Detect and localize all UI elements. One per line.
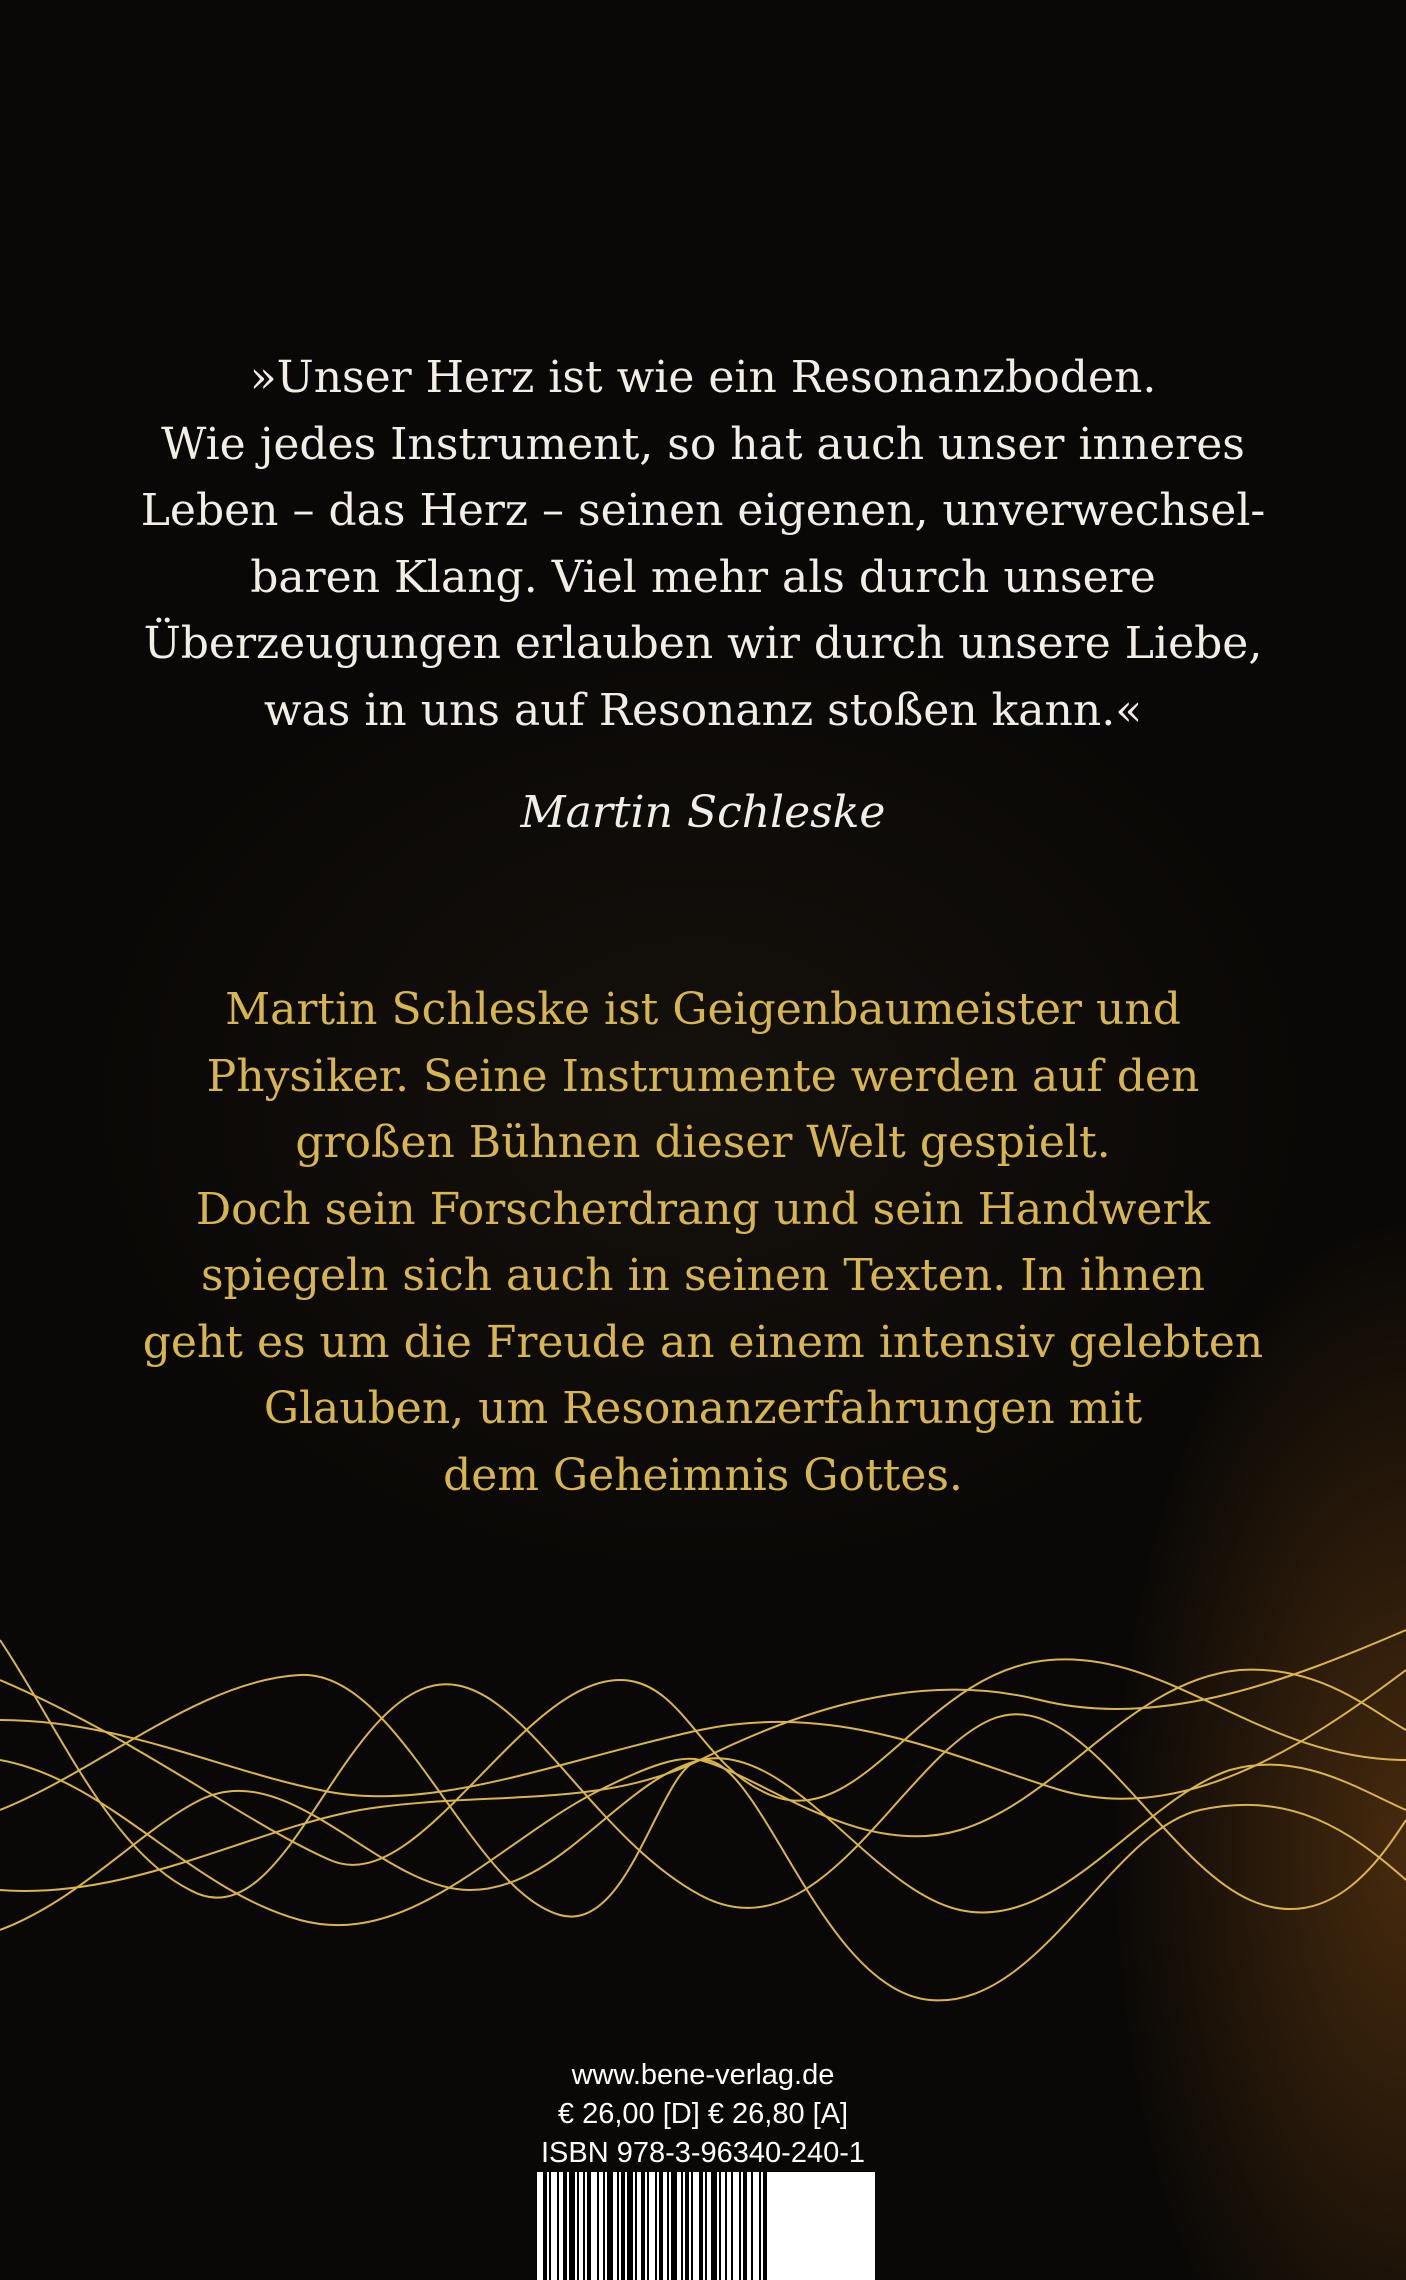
barcode-bar — [557, 2172, 559, 2280]
barcode-bar — [647, 2172, 649, 2280]
barcode-bar — [655, 2172, 657, 2280]
quote-line: Überzeugungen erlauben wir durch unsere Liebe, — [143, 618, 1263, 669]
quote-line: Wie jedes Instrument, so hat auch unser inneres — [161, 418, 1245, 470]
barcode-bar — [607, 2172, 613, 2280]
barcode-bar — [577, 2172, 579, 2280]
wave-line — [0, 1670, 1406, 1925]
bio-line: Doch sein Forscherdrang und sein Handwerk — [195, 1183, 1211, 1235]
barcode-bar — [711, 2172, 717, 2280]
barcode-bar — [635, 2172, 637, 2280]
barcode-bar — [667, 2172, 669, 2280]
publisher-website: www.bene-verlag.de — [571, 2059, 835, 2091]
bio-line: spiegeln sich auch in seinen Texten. In ihnen — [200, 1250, 1206, 1301]
barcode-bar — [641, 2172, 645, 2280]
barcode-bar — [759, 2172, 761, 2280]
barcode-bar — [583, 2172, 585, 2280]
resonance-wave-lines — [0, 1560, 1406, 2080]
quote-line: »Unser Herz ist wie ein Resonanzboden. — [249, 352, 1157, 403]
barcode-bar — [549, 2172, 551, 2280]
barcode-bar — [659, 2172, 663, 2280]
barcode-bar — [543, 2172, 547, 2280]
wave-line — [0, 1659, 1406, 1865]
author-bio — [140, 977, 1266, 1509]
isbn-barcode — [537, 2172, 875, 2280]
barcode-bar — [731, 2172, 733, 2280]
bio-line: dem Geheimnis Gottes. — [443, 1449, 963, 1501]
barcode-bar — [699, 2172, 703, 2280]
barcode-bar — [739, 2172, 741, 2280]
wave-line — [0, 1758, 1406, 1930]
barcode-icon — [537, 2172, 875, 2280]
barcode-bar — [597, 2172, 599, 2280]
barcode-bar — [621, 2172, 625, 2280]
cover-quote — [140, 345, 1266, 744]
book-isbn: ISBN 978-3-96340-240-1 — [540, 2137, 866, 2169]
barcode-bar — [685, 2172, 689, 2280]
barcode-bar — [563, 2172, 567, 2280]
bio-line: geht es um die Freude an einem intensiv gelebten — [142, 1316, 1264, 1368]
barcode-bar — [725, 2172, 727, 2280]
quote-line: Leben – das Herz – seinen eigenen, unverwechsel- — [140, 485, 1266, 536]
barcode-bar — [705, 2172, 707, 2280]
barcode-bar — [671, 2172, 677, 2280]
barcode-bar — [681, 2172, 683, 2280]
bio-line: großen Bühnen dieser Welt gespielt. — [295, 1117, 1111, 1168]
barcode-bar — [719, 2172, 721, 2280]
barcode-bar — [603, 2172, 605, 2280]
quote-line: was in uns auf Resonanz stoßen kann.« — [263, 684, 1143, 736]
bio-line: Physiker. Seine Instrumente werden auf den — [206, 1050, 1200, 1102]
barcode-bar — [587, 2172, 591, 2280]
publisher-info — [500, 2056, 906, 2173]
barcode-bar — [751, 2172, 753, 2280]
barcode-bar — [763, 2172, 767, 2280]
wave-line — [0, 1675, 1406, 2000]
quote-author: Martin Schleske — [520, 787, 886, 838]
bio-line: Martin Schleske ist Geigenbaumeister und — [225, 984, 1181, 1035]
book-price: € 26,00 [D] € 26,80 [A] — [557, 2098, 849, 2130]
barcode-bar — [617, 2172, 619, 2280]
bio-line: Glauben, um Resonanzerfahrungen mit — [263, 1383, 1143, 1434]
barcode-bar — [569, 2172, 575, 2280]
quote-line: baren Klang. Viel mehr als durch unsere — [250, 551, 1156, 603]
wave-line — [0, 1670, 1406, 1799]
barcode-bar — [743, 2172, 747, 2280]
barcode-bar — [691, 2172, 693, 2280]
barcode-bar — [627, 2172, 633, 2280]
